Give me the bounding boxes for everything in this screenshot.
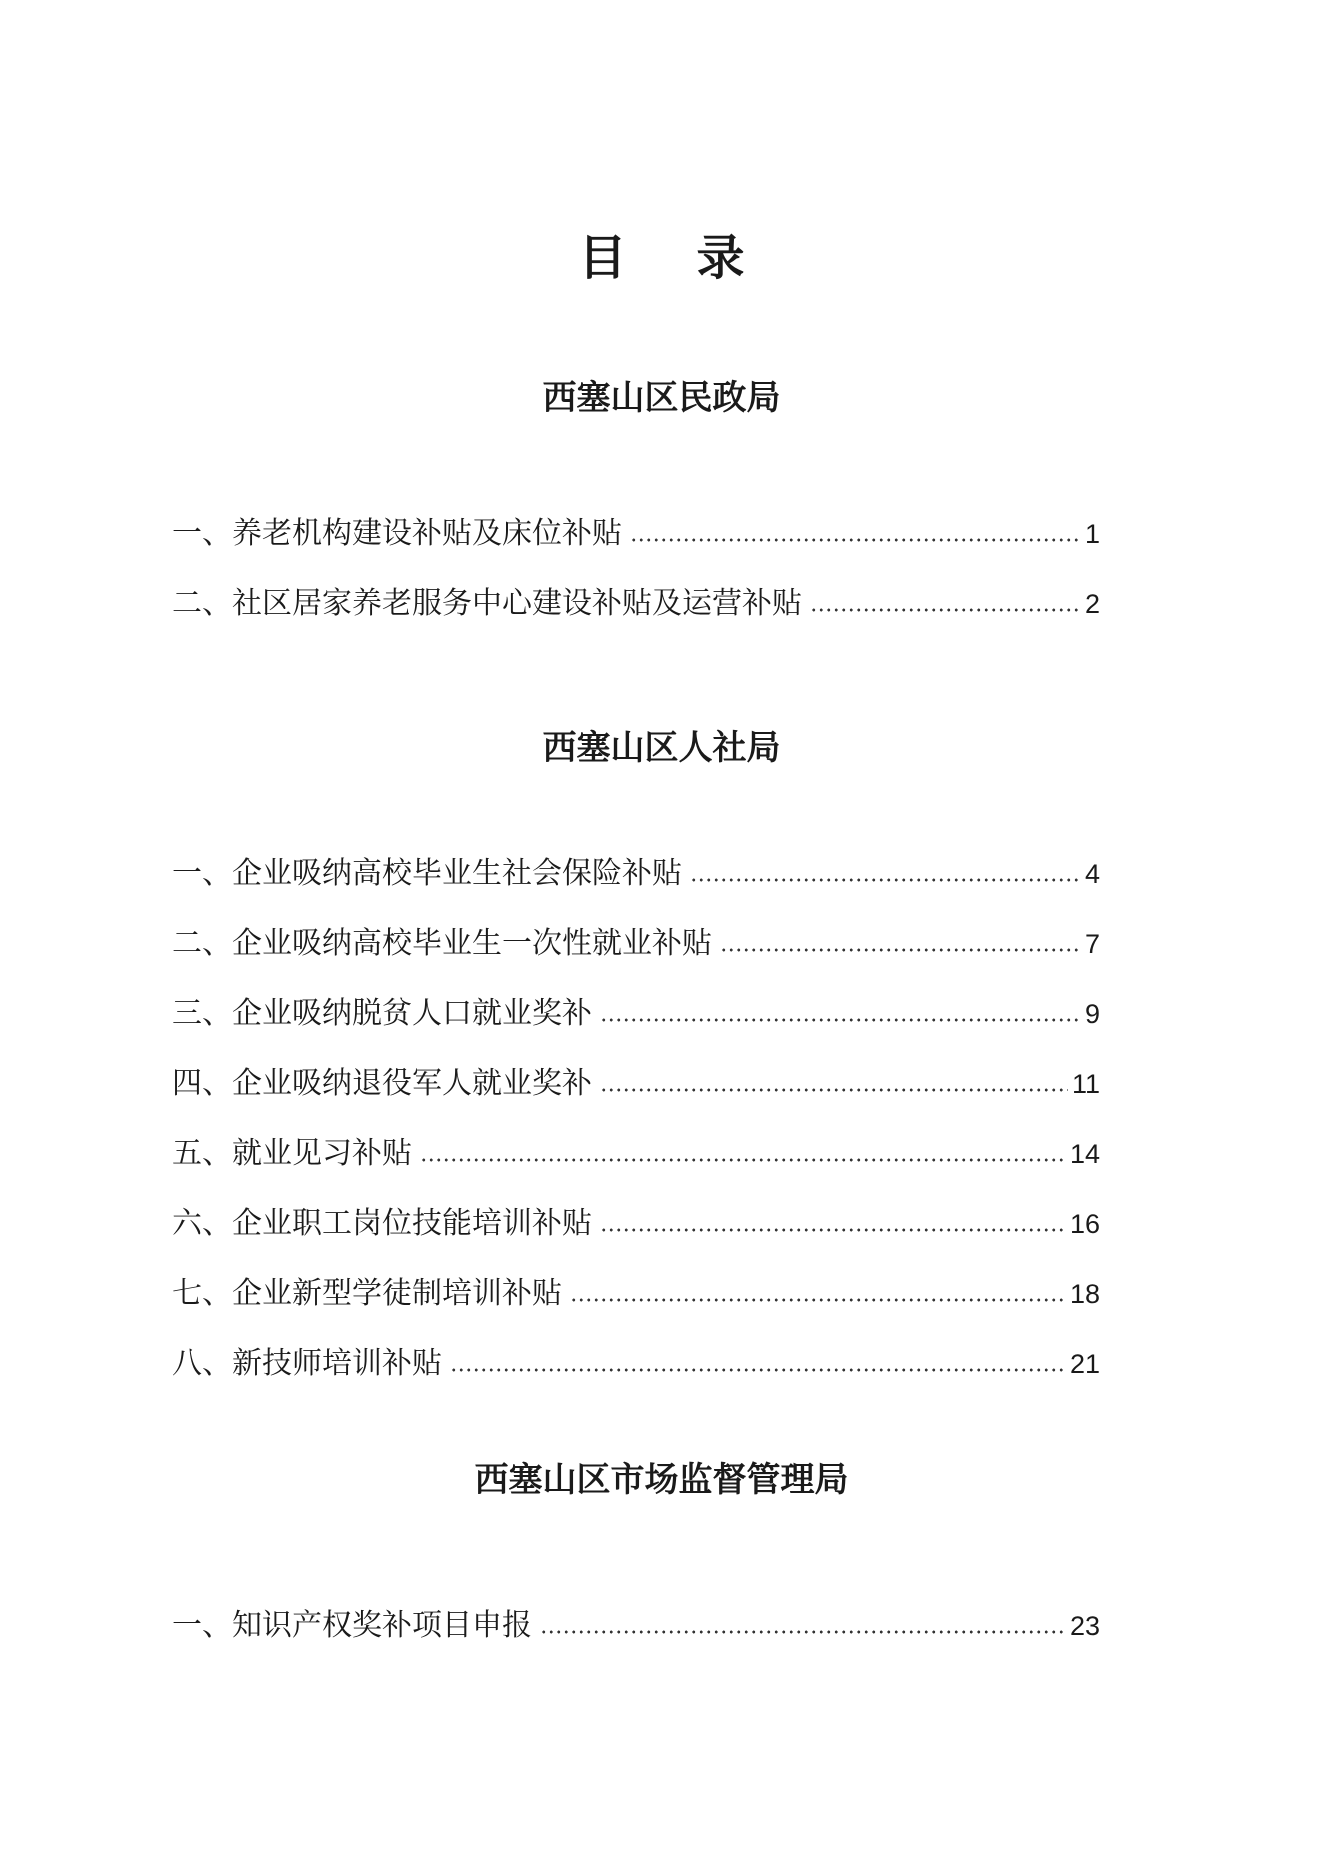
page-title-char-1: 目	[578, 230, 627, 286]
dot-leader	[450, 1366, 1066, 1374]
toc-entry[interactable]	[172, 992, 1100, 1036]
toc-entry[interactable]	[172, 582, 1100, 626]
toc-entry-label: 一、养老机构建设补贴及床位补贴	[172, 516, 622, 551]
toc-entry-page: 1	[1084, 519, 1100, 549]
dot-leader	[570, 1296, 1066, 1304]
toc-entry-page: 16	[1069, 1209, 1100, 1239]
toc-entry[interactable]	[172, 1132, 1100, 1176]
toc-entry-page: 21	[1069, 1349, 1100, 1379]
dot-leader	[690, 876, 1081, 884]
toc-entry-label: 五、就业见习补贴	[172, 1136, 412, 1171]
toc-entry-page: 23	[1069, 1611, 1100, 1641]
toc-entry[interactable]	[172, 1272, 1100, 1316]
toc-entry-page: 11	[1071, 1069, 1100, 1099]
dot-leader	[600, 1086, 1068, 1094]
toc-entry-page: 9	[1084, 999, 1100, 1029]
toc-entry-page: 7	[1084, 929, 1100, 959]
toc-entry-page: 18	[1069, 1279, 1100, 1309]
dot-leader	[540, 1628, 1066, 1636]
section-heading-human-resources: 西塞山区人社局	[542, 728, 781, 768]
dot-leader	[720, 946, 1081, 954]
toc-entry[interactable]	[172, 852, 1100, 896]
toc-entry[interactable]	[172, 1604, 1100, 1648]
toc-entry-label: 七、企业新型学徒制培训补贴	[172, 1276, 562, 1311]
dot-leader	[600, 1016, 1081, 1024]
page-title	[0, 228, 1323, 288]
toc-entry-page: 4	[1084, 859, 1100, 889]
toc-entry-label: 二、企业吸纳高校毕业生一次性就业补贴	[172, 926, 712, 961]
toc-entry[interactable]	[172, 922, 1100, 966]
toc-entry-page: 14	[1069, 1139, 1100, 1169]
section-heading-civil-affairs: 西塞山区民政局	[542, 378, 781, 418]
page-title-char-2: 录	[696, 230, 745, 286]
section-heading-market-supervision: 西塞山区市场监督管理局	[474, 1460, 849, 1500]
toc-entry-page: 2	[1084, 589, 1100, 619]
toc-entry-label: 八、新技师培训补贴	[172, 1346, 442, 1381]
dot-leader	[420, 1156, 1066, 1164]
toc-entry-label: 一、企业吸纳高校毕业生社会保险补贴	[172, 856, 682, 891]
toc-entry-label: 一、知识产权奖补项目申报	[172, 1608, 532, 1643]
toc-entry-label: 三、企业吸纳脱贫人口就业奖补	[172, 996, 592, 1031]
toc-entry[interactable]	[172, 1062, 1100, 1106]
dot-leader	[630, 536, 1081, 544]
toc-entry[interactable]	[172, 1342, 1100, 1386]
toc-entry[interactable]	[172, 1202, 1100, 1246]
toc-entry-label: 六、企业职工岗位技能培训补贴	[172, 1206, 592, 1241]
toc-entry-label: 四、企业吸纳退役军人就业奖补	[172, 1066, 592, 1101]
dot-leader	[600, 1226, 1066, 1234]
toc-entry-label: 二、社区居家养老服务中心建设补贴及运营补贴	[172, 586, 802, 621]
toc-entry[interactable]	[172, 512, 1100, 556]
dot-leader	[810, 606, 1081, 614]
